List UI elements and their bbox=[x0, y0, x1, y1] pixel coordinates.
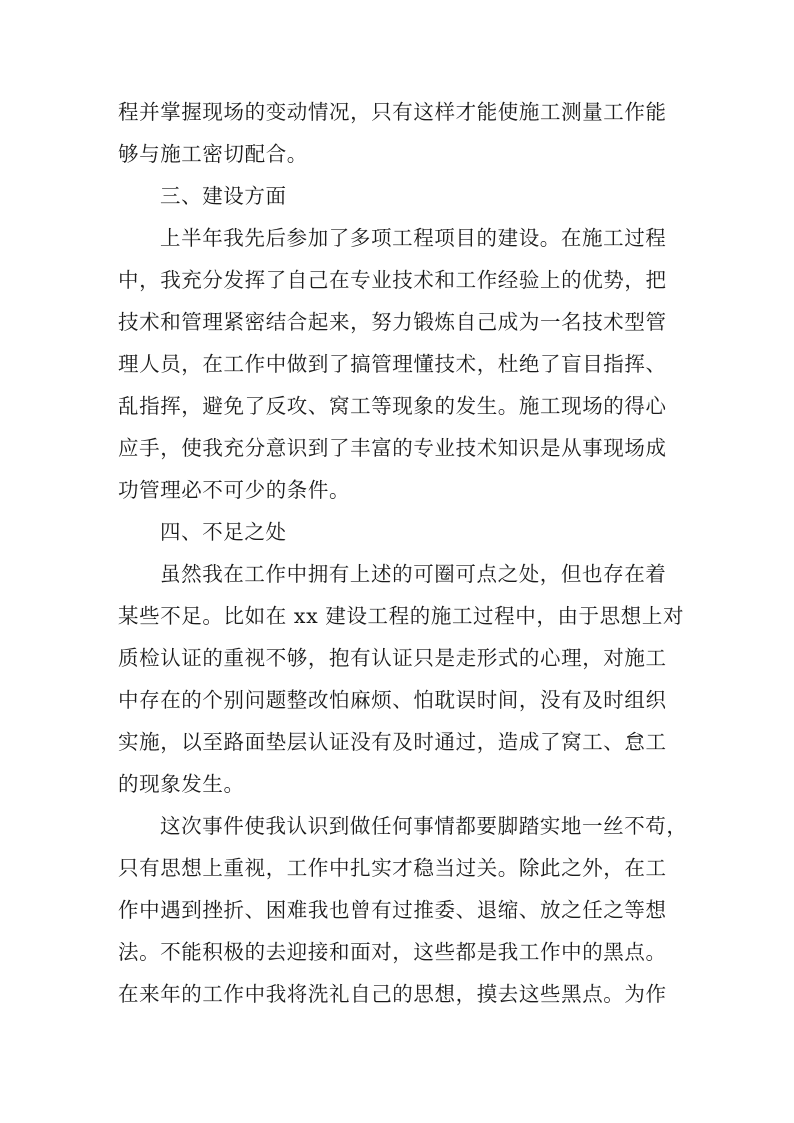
text-line: 法。不能积极的去迎接和面对，这些都是我工作中的黑点。 bbox=[118, 940, 667, 964]
text-line: 技术和管理紧密结合起来，努力锻炼自己成为一名技术型管 bbox=[118, 310, 667, 334]
text-line: 功管理必不可少的条件。 bbox=[118, 478, 351, 502]
text-line: 乱指挥，避免了反攻、窝工等现象的发生。施工现场的得心 bbox=[118, 394, 667, 418]
text-line: 程并掌握现场的变动情况，只有这样才能使施工测量工作能 bbox=[118, 100, 667, 124]
text-line: 实施，以至路面垫层认证没有及时通过，造成了窝工、怠工 bbox=[118, 730, 667, 754]
text-line: 这次事件使我认识到做任何事情都要脚踏实地一丝不苟， bbox=[160, 814, 688, 838]
text-line: 虽然我在工作中拥有上述的可圈可点之处，但也存在着 bbox=[160, 562, 667, 586]
text-line: 的现象发生。 bbox=[118, 772, 245, 796]
section-heading: 四、不足之处 bbox=[160, 520, 287, 544]
text-line: 够与施工密切配合。 bbox=[118, 142, 308, 166]
text-line: 中存在的个别问题整改怕麻烦、怕耽误时间，没有及时组织 bbox=[118, 688, 667, 712]
text-line: 质检认证的重视不够，抱有认证只是走形式的心理，对施工 bbox=[118, 646, 667, 670]
text-line: 上半年我先后参加了多项工程项目的建设。在施工过程 bbox=[160, 226, 667, 250]
text-line: 作中遇到挫折、困难我也曾有过推委、退缩、放之任之等想 bbox=[118, 898, 667, 922]
text-line: 某些不足。比如在 xx 建设工程的施工过程中，由于思想上对 bbox=[118, 604, 685, 628]
section-heading: 三、建设方面 bbox=[160, 184, 287, 208]
text-line: 只有思想上重视，工作中扎实才稳当过关。除此之外，在工 bbox=[118, 856, 667, 880]
text-line: 应手，使我充分意识到了丰富的专业技术知识是从事现场成 bbox=[118, 436, 667, 460]
text-line: 中，我充分发挥了自己在专业技术和工作经验上的优势，把 bbox=[118, 268, 667, 292]
text-line: 在来年的工作中我将洗礼自己的思想，摸去这些黑点。为作 bbox=[118, 982, 667, 1006]
document-body bbox=[118, 91, 688, 1015]
text-line: 理人员，在工作中做到了搞管理懂技术，杜绝了盲目指挥、 bbox=[118, 352, 667, 376]
